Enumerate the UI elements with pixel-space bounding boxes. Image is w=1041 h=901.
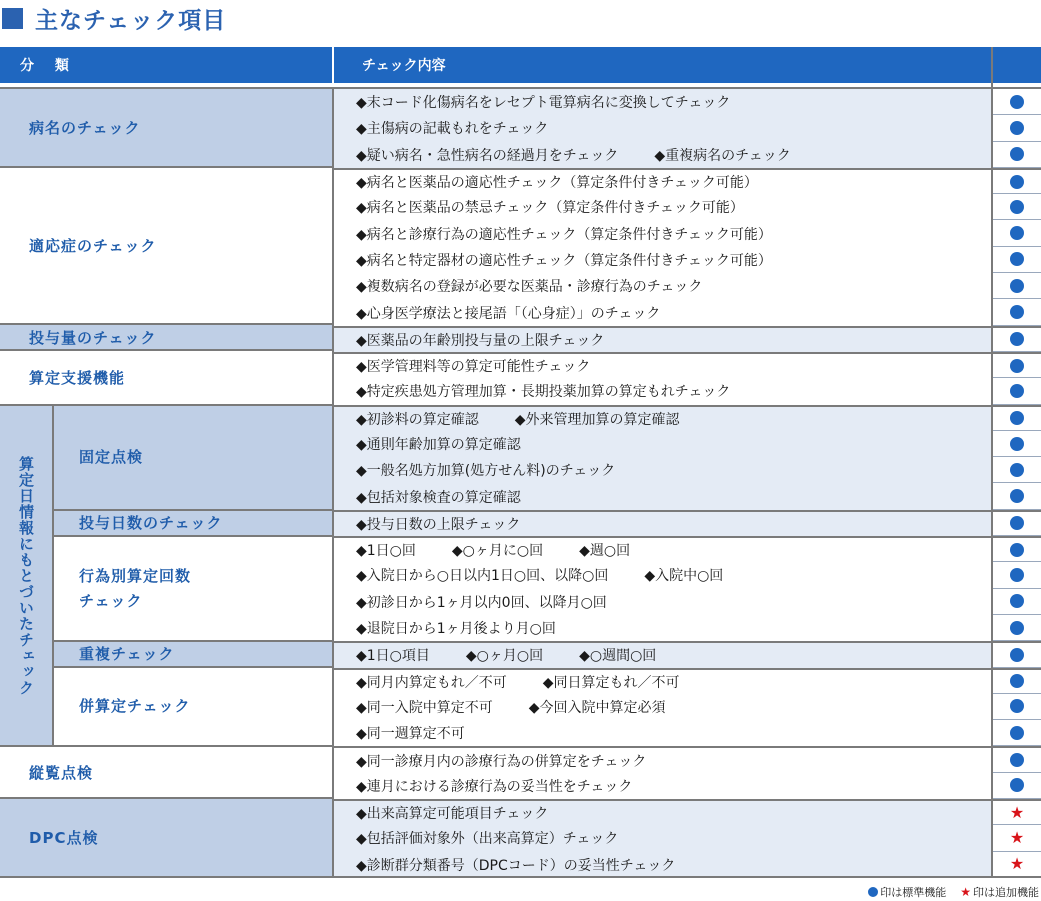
check-item: ◆複数病名の登録が必要な医薬品・診療行為のチェック [356, 279, 703, 296]
divider [0, 323, 332, 325]
row-text [334, 378, 991, 404]
check-item: ◆通則年齢加算の算定確認 [356, 437, 521, 453]
row-mark [993, 694, 1041, 720]
dot-icon [1010, 594, 1024, 608]
dot-icon [1010, 648, 1024, 662]
row-text [334, 457, 991, 483]
table-row [334, 773, 1041, 799]
row-text [334, 431, 991, 457]
dot-icon [1010, 359, 1024, 373]
check-table [0, 47, 1041, 878]
row-mark [993, 194, 1041, 220]
dot-icon [1010, 699, 1024, 713]
divider [52, 406, 54, 745]
sub-act-count-line1: 行為別算定回数 [79, 566, 192, 585]
check-item: ◆週○回 [579, 543, 631, 560]
dot-icon [1010, 252, 1024, 266]
row-text [334, 589, 991, 615]
row-text [334, 354, 991, 378]
title-text: 主なチェック項目 [35, 6, 227, 34]
legend [868, 884, 1039, 900]
row-mark [993, 825, 1041, 851]
row-text [334, 720, 991, 746]
sub-fixed-check: 固定点検 [54, 406, 332, 509]
dot-icon [1010, 200, 1024, 214]
row-mark [993, 354, 1041, 378]
check-item: ◆病名と医薬品の適応性チェック（算定条件付きチェック可能） [356, 175, 758, 192]
table-row [334, 483, 1041, 509]
row-text [334, 694, 991, 720]
dot-icon [1010, 726, 1024, 740]
table-row [334, 825, 1041, 851]
star-icon: ★ [1009, 802, 1025, 822]
dot-icon [1010, 516, 1024, 530]
vertical-group-cell [0, 406, 52, 745]
row-mark [993, 299, 1041, 325]
row-text [334, 220, 991, 246]
divider [0, 876, 1041, 878]
row-text [334, 643, 991, 667]
table-row [334, 510, 1041, 536]
table-row [334, 852, 1041, 878]
dot-icon [1010, 463, 1024, 477]
row-mark [993, 670, 1041, 694]
table-row [334, 641, 1041, 667]
divider [0, 87, 1041, 89]
row-mark [993, 378, 1041, 404]
row-mark [993, 643, 1041, 667]
dot-icon [1010, 332, 1024, 346]
divider [0, 797, 332, 799]
check-item: ◆○週間○回 [579, 648, 657, 665]
row-mark [993, 512, 1041, 536]
row-mark [993, 538, 1041, 562]
row-text [334, 194, 991, 220]
table-row [334, 589, 1041, 615]
row-mark [993, 773, 1041, 799]
sub-dosage-days: 投与日数のチェック [54, 511, 332, 535]
divider [54, 535, 332, 537]
dot-icon [1010, 621, 1024, 635]
row-mark [993, 115, 1041, 141]
check-item: ◆同日算定もれ／不可 [542, 674, 680, 691]
table-row [334, 615, 1041, 641]
check-item: ◆一般名処方加算(処方せん料)のチェック [356, 463, 616, 480]
dot-icon [1010, 226, 1024, 240]
row-text [334, 483, 991, 509]
check-item: ◆同一診療月内の診療行為の併算定をチェック [356, 753, 647, 770]
check-item: ◆投与日数の上限チェック [356, 516, 521, 533]
table-row [334, 247, 1041, 273]
table-row [334, 142, 1041, 168]
row-text [334, 247, 991, 273]
check-item: ◆入院中○回 [644, 568, 724, 585]
divider [54, 640, 332, 642]
dot-icon [1010, 674, 1024, 688]
check-item: ◆○ヶ月に○回 [451, 543, 544, 560]
row-text [334, 142, 991, 168]
check-item: ◆入院日から○日以内1日○回、以降○回 [356, 568, 609, 585]
row-text [334, 328, 991, 352]
table-row [334, 720, 1041, 746]
row-mark [993, 247, 1041, 273]
check-item: ◆医学管理料等の算定可能性チェック [356, 359, 591, 376]
check-item: ◆病名と診療行為の適応性チェック（算定条件付きチェック可能） [356, 226, 772, 243]
table-row [334, 299, 1041, 325]
row-text [334, 615, 991, 641]
table-row [334, 168, 1041, 194]
check-item: ◆特定疾患処方管理加算・長期投薬加算の算定もれチェック [356, 384, 731, 401]
row-mark [993, 328, 1041, 352]
dot-icon [1010, 279, 1024, 293]
divider [54, 509, 332, 511]
check-item: ◆1日○項目 [356, 648, 430, 665]
table-row [334, 457, 1041, 483]
dot-icon [1010, 489, 1024, 503]
table-row [334, 562, 1041, 588]
content-rows [334, 89, 1041, 878]
category-disease-name: 病名のチェック [0, 89, 332, 166]
legend-standard: 印は標準機能 [880, 886, 947, 899]
row-mark [993, 89, 1041, 115]
row-mark [993, 431, 1041, 457]
category-calc-support: 算定支援機能 [0, 351, 332, 404]
row-mark [993, 589, 1041, 615]
star-icon: ★ [960, 885, 971, 899]
check-item: ◆○ヶ月○回 [465, 648, 544, 665]
header-category: 分 類 [0, 47, 332, 83]
table-row [334, 405, 1041, 431]
category-dpc: DPC点検 [0, 799, 332, 876]
row-mark [993, 407, 1041, 431]
dot-icon [1010, 147, 1024, 161]
row-text [334, 299, 991, 325]
legend-additional: 印は追加機能 [973, 886, 1039, 899]
row-mark [993, 720, 1041, 746]
table-row [334, 194, 1041, 220]
table-row [334, 746, 1041, 772]
row-mark [993, 170, 1041, 194]
check-item: ◆1日○回 [356, 543, 416, 560]
table-row [334, 89, 1041, 115]
divider [0, 404, 332, 406]
check-item: ◆退院日から1ヶ月後より月○回 [356, 621, 556, 638]
row-text [334, 670, 991, 694]
vertical-group-label: 算定日情報にもとづいたチェック [17, 455, 35, 696]
row-text [334, 273, 991, 299]
row-mark [993, 220, 1041, 246]
sub-concurrent: 併算定チェック [54, 668, 332, 745]
dot-icon [1010, 95, 1024, 109]
sub-duplicate: 重複チェック [54, 642, 332, 666]
row-mark [993, 562, 1041, 588]
dot-icon [1010, 753, 1024, 767]
check-item: ◆主傷病の記載もれをチェック [356, 121, 549, 138]
dot-icon [1010, 411, 1024, 425]
row-text [334, 538, 991, 562]
row-mark [993, 748, 1041, 772]
category-dosage: 投与量のチェック [0, 325, 332, 349]
dot-icon [1010, 175, 1024, 189]
check-item: ◆末コード化傷病名をレセプト電算病名に変換してチェック [356, 95, 731, 112]
dot-icon [1010, 121, 1024, 135]
table-row [334, 799, 1041, 825]
header-content: チェック内容 [334, 47, 991, 83]
table-row [334, 431, 1041, 457]
check-item: ◆初診料の算定確認 [356, 411, 479, 428]
check-item: ◆包括対象検査の算定確認 [356, 489, 521, 506]
check-item: ◆今回入院中算定必須 [528, 699, 666, 716]
check-item: ◆包括評価対象外（出来高算定）チェック [356, 831, 619, 848]
divider [0, 349, 332, 351]
check-item: ◆疑い病名・急性病名の経過月をチェック [356, 147, 619, 164]
sub-act-count [54, 537, 332, 640]
check-item: ◆重複病名のチェック [654, 147, 791, 164]
row-text [334, 407, 991, 431]
table-row [334, 115, 1041, 141]
row-text [334, 115, 991, 141]
dot-icon [1010, 543, 1024, 557]
check-item: ◆心身医学療法と接尾語「（心身症）」のチェック [356, 305, 661, 322]
check-item: ◆病名と特定器材の適応性チェック（算定条件付きチェック可能） [356, 252, 772, 269]
row-text [334, 825, 991, 851]
table-row [334, 378, 1041, 404]
row-mark [993, 852, 1041, 878]
table-row [334, 536, 1041, 562]
dot-icon [1010, 568, 1024, 582]
dot-icon [1010, 384, 1024, 398]
check-item: ◆医薬品の年齢別投与量の上限チェック [356, 332, 605, 349]
divider [0, 745, 332, 747]
row-mark [993, 615, 1041, 641]
check-item: ◆初診日から1ヶ月以内0回、以降月○回 [356, 594, 607, 611]
category-indication: 適応症のチェック [0, 168, 332, 323]
row-text [334, 773, 991, 799]
row-mark [993, 457, 1041, 483]
table-row [334, 352, 1041, 378]
divider [0, 166, 332, 168]
dot-icon [1010, 305, 1024, 319]
row-mark [993, 801, 1041, 825]
check-item: ◆診断群分類番号（DPCコード）の妥当性チェック [356, 857, 676, 874]
row-text [334, 512, 991, 536]
row-text [334, 801, 991, 825]
table-row [334, 668, 1041, 694]
page-title [0, 0, 400, 36]
square-icon [2, 8, 23, 29]
table-row [334, 326, 1041, 352]
divider [54, 666, 332, 668]
row-mark [993, 273, 1041, 299]
dot-icon [868, 887, 878, 897]
sub-act-count-line2: チェック [79, 591, 143, 610]
row-text [334, 170, 991, 194]
table-row [334, 273, 1041, 299]
category-longitudinal: 縦覧点検 [0, 747, 332, 797]
dot-icon [1010, 778, 1024, 792]
check-item: ◆病名と医薬品の禁忌チェック（算定条件付きチェック可能） [356, 200, 744, 217]
divider [991, 47, 993, 878]
divider [332, 89, 334, 878]
row-text [334, 748, 991, 772]
row-text [334, 562, 991, 588]
row-text [334, 89, 991, 115]
check-item: ◆出来高算定可能項目チェック [356, 806, 549, 823]
check-item: ◆同一入院中算定不可 [356, 699, 493, 716]
header-mark [993, 47, 1041, 83]
star-icon: ★ [1009, 854, 1025, 874]
check-item: ◆連月における診療行為の妥当性をチェック [356, 778, 633, 795]
check-item: ◆同月内算定もれ／不可 [356, 674, 507, 691]
star-icon: ★ [1009, 827, 1025, 847]
check-item: ◆外来管理加算の算定確認 [514, 411, 680, 428]
row-text [334, 852, 991, 878]
table-row [334, 694, 1041, 720]
table-row [334, 220, 1041, 246]
dot-icon [1010, 437, 1024, 451]
row-mark [993, 483, 1041, 509]
check-item: ◆同一週算定不可 [356, 726, 465, 743]
row-mark [993, 142, 1041, 168]
